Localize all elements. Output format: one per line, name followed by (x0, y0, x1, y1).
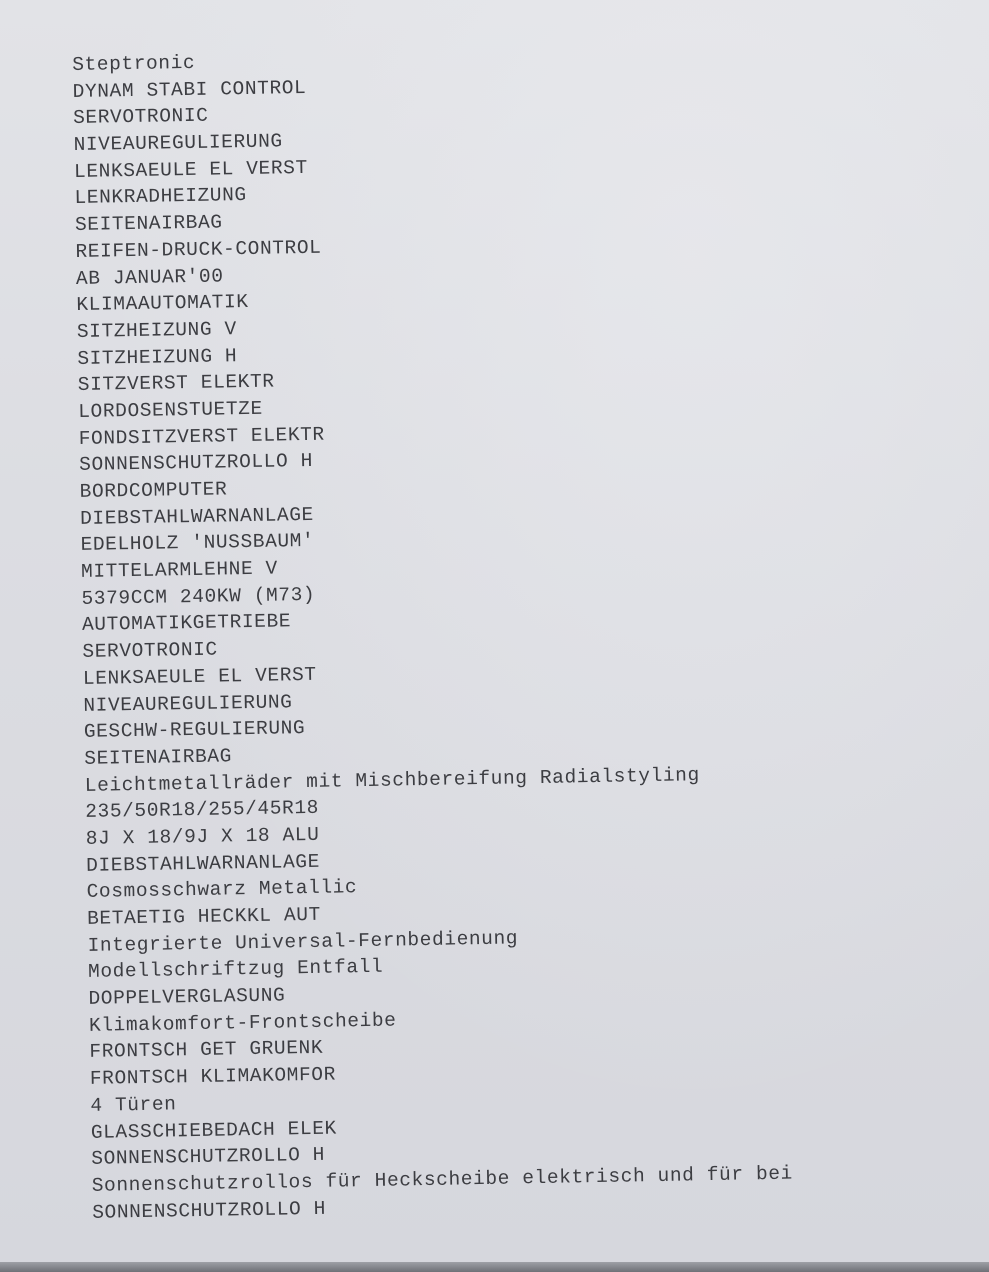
equipment-line: BORDCOMPUTER (79, 478, 228, 503)
equipment-line: NIVEAUREGULIERUNG (83, 690, 293, 717)
equipment-line: SEITENAIRBAG (84, 745, 233, 770)
equipment-line: Klimakomfort-Frontscheibe (88, 1009, 397, 1037)
equipment-line: LENKRADHEIZUNG (74, 184, 247, 210)
equipment-line: Cosmosschwarz Metallic (86, 876, 358, 904)
equipment-line: BETAETIG HECKKL AUT (86, 903, 322, 930)
equipment-line: FRONTSCH GET GRUENK (89, 1037, 324, 1064)
equipment-line: SITZHEIZUNG V (76, 318, 237, 343)
equipment-line: 5379CCM 240KW (M73) (81, 583, 316, 610)
equipment-line: GLASSCHIEBEDACH ELEK (90, 1117, 338, 1144)
equipment-line: SEITENAIRBAG (74, 211, 223, 237)
equipment-line: SONNENSCHUTZROLLO H (91, 1143, 326, 1171)
equipment-line: MITTELARMLEHNE V (80, 557, 279, 583)
equipment-line: KLIMAAUTOMATIK (76, 291, 249, 317)
equipment-line: LENKSAEULE EL VERST (82, 663, 317, 690)
equipment-line: FONDSITZVERST ELEKTR (78, 423, 325, 450)
equipment-line: LENKSAEULE EL VERST (73, 156, 308, 183)
equipment-line: 4 Türen (90, 1093, 177, 1117)
equipment-line: DIEBSTAHLWARNANLAGE (86, 850, 321, 877)
equipment-line: DIEBSTAHLWARNANLAGE (79, 503, 315, 530)
equipment-line: SITZHEIZUNG H (77, 344, 238, 370)
equipment-line: SERVOTRONIC (72, 105, 209, 130)
equipment-line: LORDOSENSTUETZE (78, 397, 263, 423)
equipment-line: Sonnenschutzrollos für Heckscheibe elektrisch und für bei (91, 1162, 794, 1197)
equipment-line: REIFEN-DRUCK-CONTROL (75, 236, 322, 263)
equipment-line: DOPPELVERGLASUNG (88, 984, 286, 1010)
equipment-line: GESCHW-REGULIERUNG (83, 717, 306, 744)
equipment-line: 8J X 18/9J X 18 ALU (85, 823, 320, 850)
equipment-line: SONNENSCHUTZROLLO H (92, 1197, 327, 1224)
equipment-line: EDELHOLZ 'NUSSBAUM' (80, 530, 315, 557)
equipment-line: AB JANUAR'00 (75, 264, 224, 290)
equipment-line: Integrierte Universal-Fernbedienung (87, 927, 519, 957)
equipment-line: Steptronic (72, 51, 196, 76)
equipment-line: 235/50R18/255/45R18 (85, 797, 320, 824)
equipment-line: Modellschriftzug Entfall (87, 956, 384, 984)
equipment-line: SONNENSCHUTZROLLO H (79, 450, 314, 477)
equipment-line: SERVOTRONIC (82, 638, 218, 664)
equipment-line: SITZVERST ELEKTR (77, 370, 275, 397)
page-edge-shadow (0, 1262, 989, 1272)
equipment-line: AUTOMATIKGETRIEBE (81, 610, 292, 637)
equipment-list (72, 37, 972, 1226)
equipment-line: NIVEAUREGULIERUNG (73, 130, 283, 157)
equipment-line: DYNAM STABI CONTROL (72, 76, 307, 103)
equipment-line: Leichtmetallräder mit Mischbereifung Radialstyling (84, 763, 701, 797)
equipment-line: FRONTSCH KLIMAKOMFOR (89, 1063, 337, 1090)
